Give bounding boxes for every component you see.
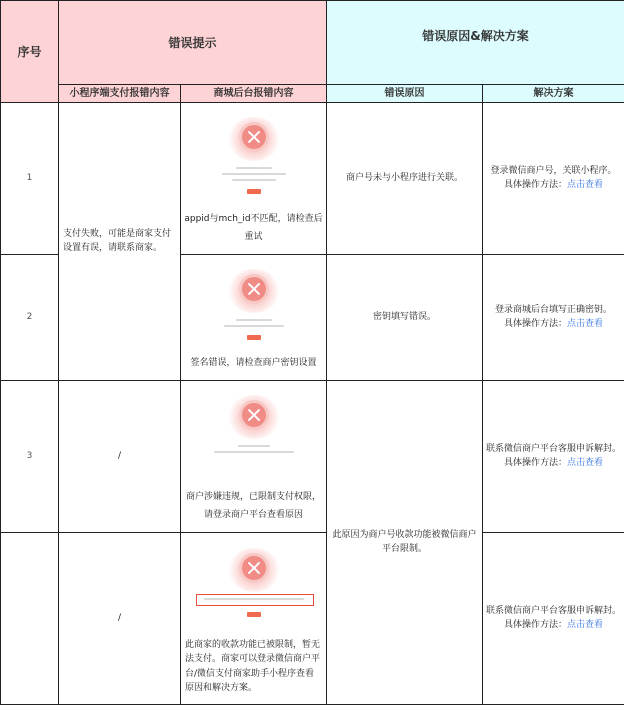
header-solution: 解决方案	[483, 85, 624, 103]
method-label: 具体操作方法：	[504, 318, 568, 329]
confirm-button-icon	[247, 612, 261, 617]
text-line	[214, 451, 294, 453]
solution-cell	[483, 255, 624, 381]
highlight-box	[196, 594, 314, 606]
row-seq: 1	[1, 103, 59, 255]
method-label: 具体操作方法：	[504, 619, 568, 630]
backend-error-text: appid与mch_id不匹配，请检查后重试	[184, 214, 323, 242]
text-line	[238, 445, 270, 447]
error-x-icon	[242, 556, 266, 580]
solution-cell	[483, 533, 624, 705]
miniprogram-error: /	[59, 381, 181, 533]
view-link[interactable]: 点击查看	[567, 619, 604, 630]
backend-cell	[181, 103, 327, 255]
text-line	[204, 598, 304, 600]
header-miniprogram: 小程序端支付报错内容	[59, 85, 181, 103]
confirm-button-icon	[247, 335, 261, 340]
error-screenshot	[184, 389, 324, 489]
row-seq: 3	[1, 381, 59, 533]
confirm-button-icon	[247, 189, 261, 194]
row-seq	[1, 533, 59, 705]
error-x-icon	[242, 403, 266, 427]
solution-cell	[483, 381, 624, 533]
table-row	[1, 533, 624, 705]
solution-cell	[483, 103, 624, 255]
view-link[interactable]: 点击查看	[567, 318, 604, 329]
table-row	[1, 381, 624, 533]
backend-error-text: 签名错误，请检查商户密钥设置	[190, 357, 317, 368]
header-error-prompt: 错误提示	[59, 1, 327, 85]
method-label: 具体操作方法：	[504, 457, 568, 468]
header-reason: 错误原因	[327, 85, 483, 103]
reason-text: 商户号未与小程序进行关联。	[327, 103, 483, 255]
error-screenshot	[184, 111, 324, 211]
text-line	[232, 179, 276, 181]
miniprogram-error-merged: 支付失败，可能是商家支付设置有误，请联系商家。	[59, 103, 181, 381]
view-link[interactable]: 点击查看	[567, 179, 604, 190]
text-line	[224, 325, 284, 327]
backend-cell	[181, 533, 327, 705]
header-backend: 商城后台报错内容	[181, 85, 327, 103]
solution-text: 联系微信商户平台客服申诉解封。	[486, 444, 622, 454]
text-line	[236, 319, 272, 321]
error-x-icon	[242, 277, 266, 301]
text-line	[222, 173, 286, 175]
header-reason-solution: 错误原因&解决方案	[327, 1, 624, 85]
error-x-icon	[242, 125, 266, 149]
table-row	[1, 103, 624, 255]
error-screenshot	[184, 263, 324, 355]
solution-text: 登录商城后台填写正确密钥。	[495, 305, 613, 315]
backend-error-text-2: 请登录商户平台查看原因	[204, 509, 304, 520]
backend-cell	[181, 381, 327, 533]
solution-text: 登录微信商户号，关联小程序。	[490, 166, 617, 176]
miniprogram-error: /	[59, 533, 181, 705]
backend-cell	[181, 255, 327, 381]
reason-text: 密钥填写错误。	[327, 255, 483, 381]
solution-text: 联系微信商户平台客服申诉解封。	[486, 606, 622, 616]
header-seq: 序号	[1, 1, 59, 103]
method-label: 具体操作方法：	[504, 179, 568, 190]
row-seq: 2	[1, 255, 59, 381]
error-screenshot	[184, 542, 324, 638]
backend-error-text-1: 商户涉嫌违规，已限制支付权限，	[186, 492, 322, 503]
view-link[interactable]: 点击查看	[567, 457, 604, 468]
reason-merged: 此原因为商户号收款功能被微信商户平台限制。	[327, 381, 483, 705]
backend-error-text: 此商家的收款功能已被限制，暂无法支付。商家可以登录微信商户平台/微信支付商家助手小程序查看原因和解决方案。	[185, 639, 321, 693]
text-line	[236, 167, 272, 169]
